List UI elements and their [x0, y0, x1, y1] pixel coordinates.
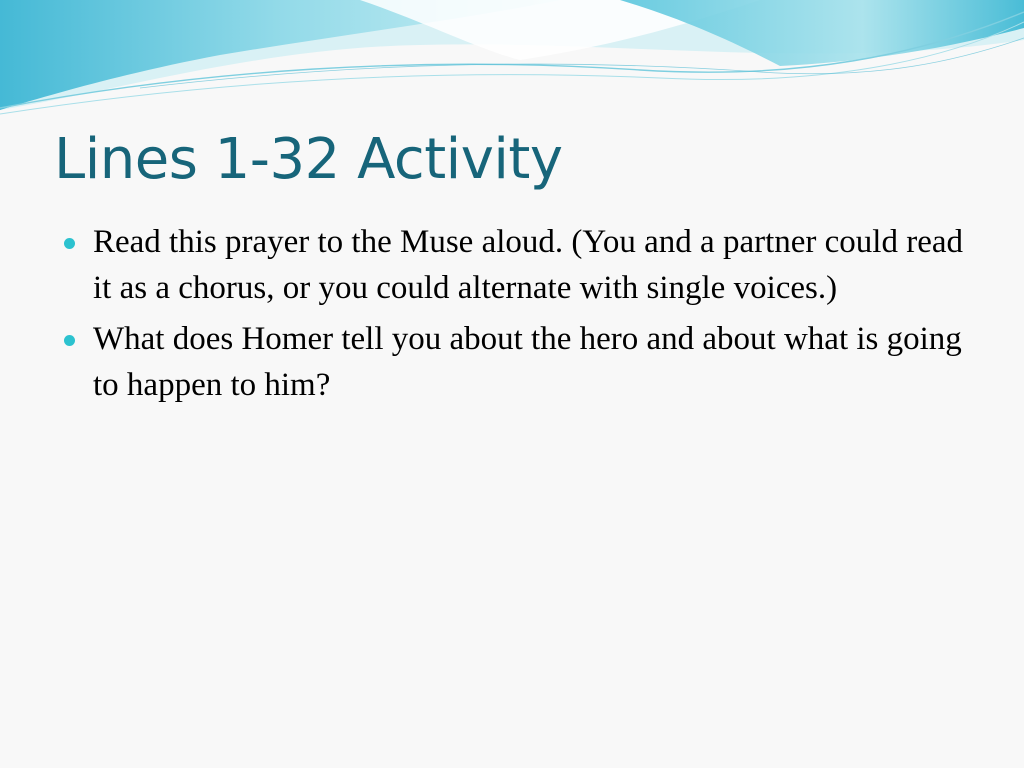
bullet-item [64, 220, 984, 311]
bullet-list [64, 220, 984, 414]
decorative-wave-header [0, 0, 1024, 120]
bullet-dot-icon [64, 238, 75, 249]
bullet-dot-icon [64, 335, 75, 346]
bullet-text: What does Homer tell you about the hero and about what is going to happen to him? [93, 321, 962, 403]
bullet-item [64, 317, 984, 408]
bullet-text: Read this prayer to the Muse aloud. (You and a partner could read it as a chorus, or you could alternate with single voices.) [93, 224, 963, 306]
slide-title: Lines 1-32 Activity [54, 127, 563, 192]
